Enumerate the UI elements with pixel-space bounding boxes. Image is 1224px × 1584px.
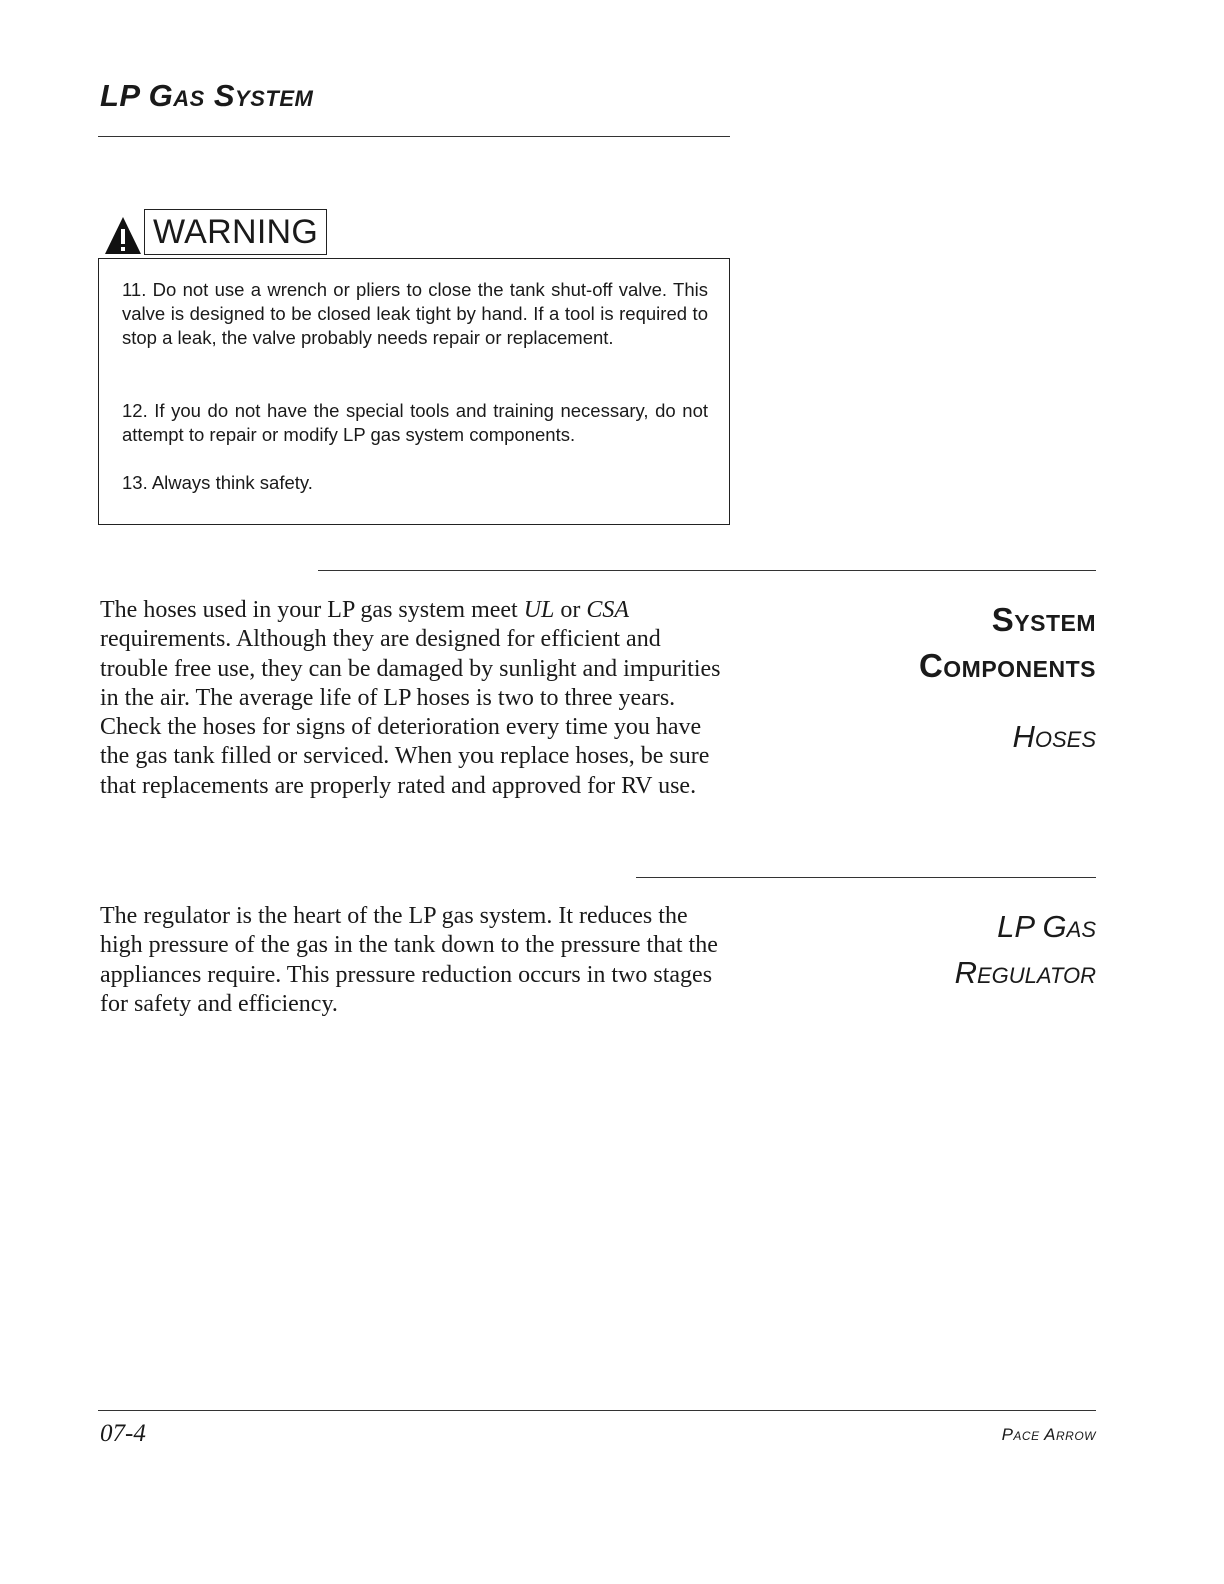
footer-brand: Pace Arrow <box>1001 1425 1096 1444</box>
header-rule <box>98 136 730 137</box>
section-rule-regulator <box>636 877 1096 878</box>
warning-triangle-icon <box>104 215 142 255</box>
warning-item-11: 11. Do not use a wrench or pliers to close the tank shut-off valve. This valve is designed to be closed leak tight by hand. If a tool is required to stop a leak, the valve probably needs repair or replacement. <box>122 279 708 348</box>
hoses-subheading: Hoses <box>1012 719 1096 754</box>
section-rule-hoses <box>318 570 1096 571</box>
warning-item-12: 12. If you do not have the special tools and training necessary, do not attempt to repair or modify LP gas system components. <box>122 400 708 445</box>
regulator-heading: Regulator <box>954 955 1096 990</box>
hoses-paragraph: The hoses used in your LP gas system meet UL or CSA requirements. Although they are designed for efficient and trouble free use, they can be damaged by sunlight and impurities in the air. The average life of LP hoses is two to three years. Check the hoses for signs of deterioration every time you have the gas tank filled or serviced. When you replace hoses, be sure that replacements are properly rated and approved for RV use. <box>100 597 721 799</box>
regulator-paragraph: The regulator is the heart of the LP gas system. It reduces the high pressure of the gas in the tank down to the pressure that the appliances require. This pressure reduction occurs in two stages for safety and efficiency. <box>100 903 718 1017</box>
lp-gas-heading: LP Gas <box>997 909 1096 944</box>
page-number: 07-4 <box>100 1420 146 1447</box>
components-heading: Components <box>918 647 1096 684</box>
system-heading: System <box>991 601 1096 638</box>
page-header-title: LP Gas System <box>100 78 314 113</box>
warning-label: WARNING <box>144 209 327 255</box>
footer-rule <box>98 1410 1096 1411</box>
warning-item-13: 13. Always think safety. <box>122 472 313 493</box>
